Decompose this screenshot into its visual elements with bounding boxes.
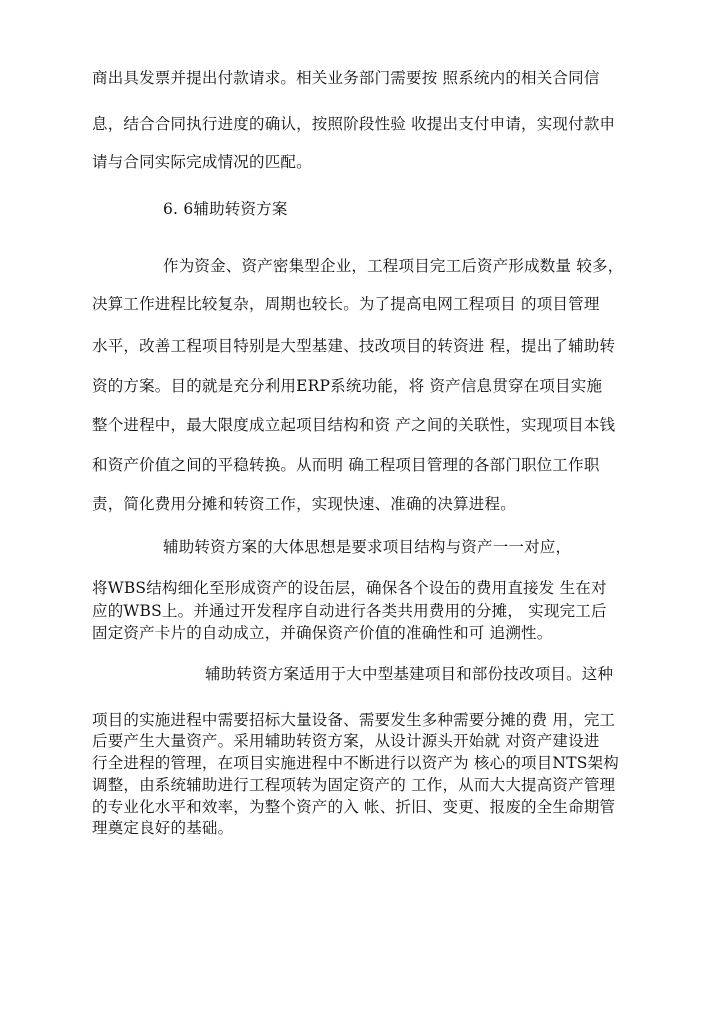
paragraph-4-line-3: 后要产生大量资产。采用辅助转资方案，从设计源头开始就 对资产建设进 (92, 732, 600, 750)
paragraph-3-line-4: 固定资产卡片的自动成立，并确保资产价值的准确性和可 追溯性。 (92, 624, 553, 642)
paragraph-2-line-7: 责，简化费用分摊和转资工作，实现快速、准确的决算进程。 (92, 495, 516, 513)
paragraph-2-line-4: 资的方案。目的就是充分利用ERP系统功能，将 资产信息贯穿在项目实施 (92, 377, 603, 395)
paragraph-4-line-4: 行全进程的管理，在项目实施进程中不断进行以资产为 核心的项目NTS架构 (92, 754, 619, 772)
paragraph-1-line-1: 商出具发票并提出付款请求。相关业务部门需要按 照系统内的相关合同信 (92, 69, 600, 87)
paragraph-3-line-3: 应的WBS上。并通过开发程序自动进行各类共用费用的分摊， 实现完工后 (92, 602, 607, 620)
paragraph-3-line-1: 辅助转资方案的大体思想是要求项目结构与资产一一对应， (163, 538, 572, 556)
paragraph-4-line-2: 项目的实施进程中需要招标大量设备、需要发生多种需要分摊的费 用，完工 (92, 711, 616, 729)
paragraph-4-line-5: 调整，由系统辅助进行工程项转为固定资产的 工作，从而大大提高资产管理 (92, 776, 616, 794)
paragraph-1-line-3: 请与合同实际完成情况的匹配。 (92, 153, 312, 171)
paragraph-4-line-1: 辅助转资方案适用于大中型基建项目和部份技改项目。这种 (205, 665, 614, 683)
paragraph-2-line-6: 和资产价值之间的平稳转换。从而明 确工程项目管理的各部门职位工作职 (92, 456, 600, 474)
paragraph-2-line-2: 决算工作进程比较复杂，周期也较长。为了提高电网工程项目 的项目管理 (92, 295, 600, 313)
paragraph-4-line-6: 的专业化水平和效率，为整个资产的入 帐、折旧、变更、报废的全生命期管 (92, 798, 616, 816)
paragraph-4-line-7: 理奠定良好的基础。 (92, 819, 234, 837)
paragraph-2-line-3: 水平，改善工程项目特别是大型基建、技改项目的转资进 程，提出了辅助转 (92, 337, 616, 355)
paragraph-2-line-1: 作为资金、资产密集型企业，工程项目完工后资产形成数量 较多， (163, 257, 624, 275)
paragraph-2-line-5: 整个进程中，最大限度成立起项目结构和资 产之间的关联性，实现项目本钱 (92, 416, 616, 434)
paragraph-3-line-2: 将WBS结构细化至形成资产的设缶层，确保各个设缶的费用直接发 生在对 (92, 579, 607, 597)
paragraph-1-line-2: 息，结合合同执行进度的确认，按照阶段性验 收提出支付申请，实现付款申 (92, 115, 616, 133)
section-heading: 6. 6辅助转资方案 (163, 200, 288, 218)
